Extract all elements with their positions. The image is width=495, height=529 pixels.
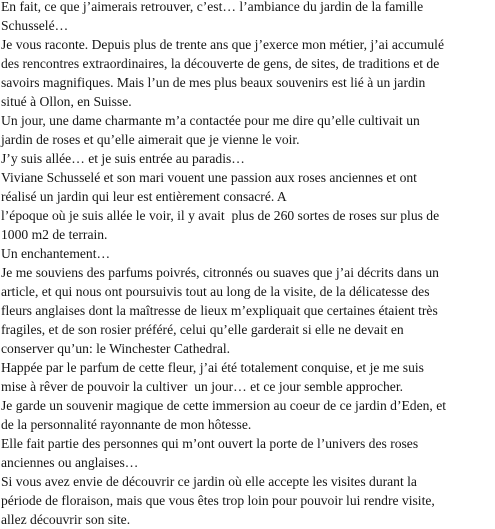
text-line: conserver qu’un: le Winchester Cathedral. bbox=[1, 341, 231, 356]
text-line: jardin de roses et qu’elle aimerait que je vienne le voir. bbox=[1, 132, 300, 147]
text-line: allez découvrir son site. bbox=[1, 512, 131, 527]
text-line: Je vous raconte. Depuis plus de trente ans que j’exerce mon métier, j’ai accumulé bbox=[1, 37, 444, 52]
text-line: Schusselé… bbox=[1, 18, 69, 33]
text-line: Un jour, une dame charmante m’a contactée pour me dire qu’elle cultivait un bbox=[1, 113, 420, 128]
text-line: Si vous avez envie de découvrir ce jardin où elle accepte les visites durant la bbox=[1, 474, 417, 489]
text-line: fleurs anglaises dont la maîtresse de lieux m’expliquait que certaines étaient très bbox=[1, 303, 438, 318]
text-line: mise à rêver de pouvoir la cultiver un jour… et ce jour semble approcher. bbox=[1, 379, 404, 394]
text-line: Un enchantement… bbox=[1, 246, 111, 261]
text-line: En fait, ce que j’aimerais retrouver, c’est… l’ambiance du jardin de la famille bbox=[1, 0, 424, 14]
text-line: J’y suis allée… et je suis entrée au paradis… bbox=[1, 151, 245, 166]
text-line: Happée par le parfum de cette fleur, j’ai été totalement conquise, et je me suis bbox=[1, 360, 424, 375]
text-line: Viviane Schusselé et son mari vouent une passion aux roses anciennes et ont bbox=[1, 170, 417, 185]
text-line: de la personnalité rayonnante de mon hôtesse. bbox=[1, 417, 252, 432]
text-line: anciennes ou anglaises… bbox=[1, 455, 139, 470]
text-line: savoirs magnifiques. Mais l’un de mes plus beaux souvenirs est lié à un jardin bbox=[1, 75, 426, 90]
text-line: des rencontres extraordinaires, la découverte de gens, de sites, de traditions et de bbox=[1, 56, 440, 71]
text-line: fragiles, et de son rosier préféré, celui qu’elle garderait si elle ne devait en bbox=[1, 322, 404, 337]
text-line: 1000 m2 de terrain. bbox=[1, 227, 108, 242]
text-line: Je me souviens des parfums poivrés, citronnés ou suaves que j’ai décrits dans un bbox=[1, 265, 439, 280]
text-line: article, et qui nous ont poursuivis tout au long de la visite, de la délicatesse des bbox=[1, 284, 430, 299]
text-line: l’époque où je suis allée le voir, il y avait plus de 260 sortes de roses sur plus de bbox=[1, 208, 440, 223]
text-line: situé à Ollon, en Suisse. bbox=[1, 94, 132, 109]
text-line: Elle fait partie des personnes qui m’ont ouvert la porte de l’univers des roses bbox=[1, 436, 419, 451]
text-line: réalisé un jardin qui leur est entièrement consacré. A bbox=[1, 189, 287, 204]
text-line: Je garde un souvenir magique de cette immersion au coeur de ce jardin d’Eden, et bbox=[1, 398, 447, 413]
text-line: période de floraison, mais que vous êtes trop loin pour pouvoir lui rendre visite, bbox=[1, 493, 435, 508]
